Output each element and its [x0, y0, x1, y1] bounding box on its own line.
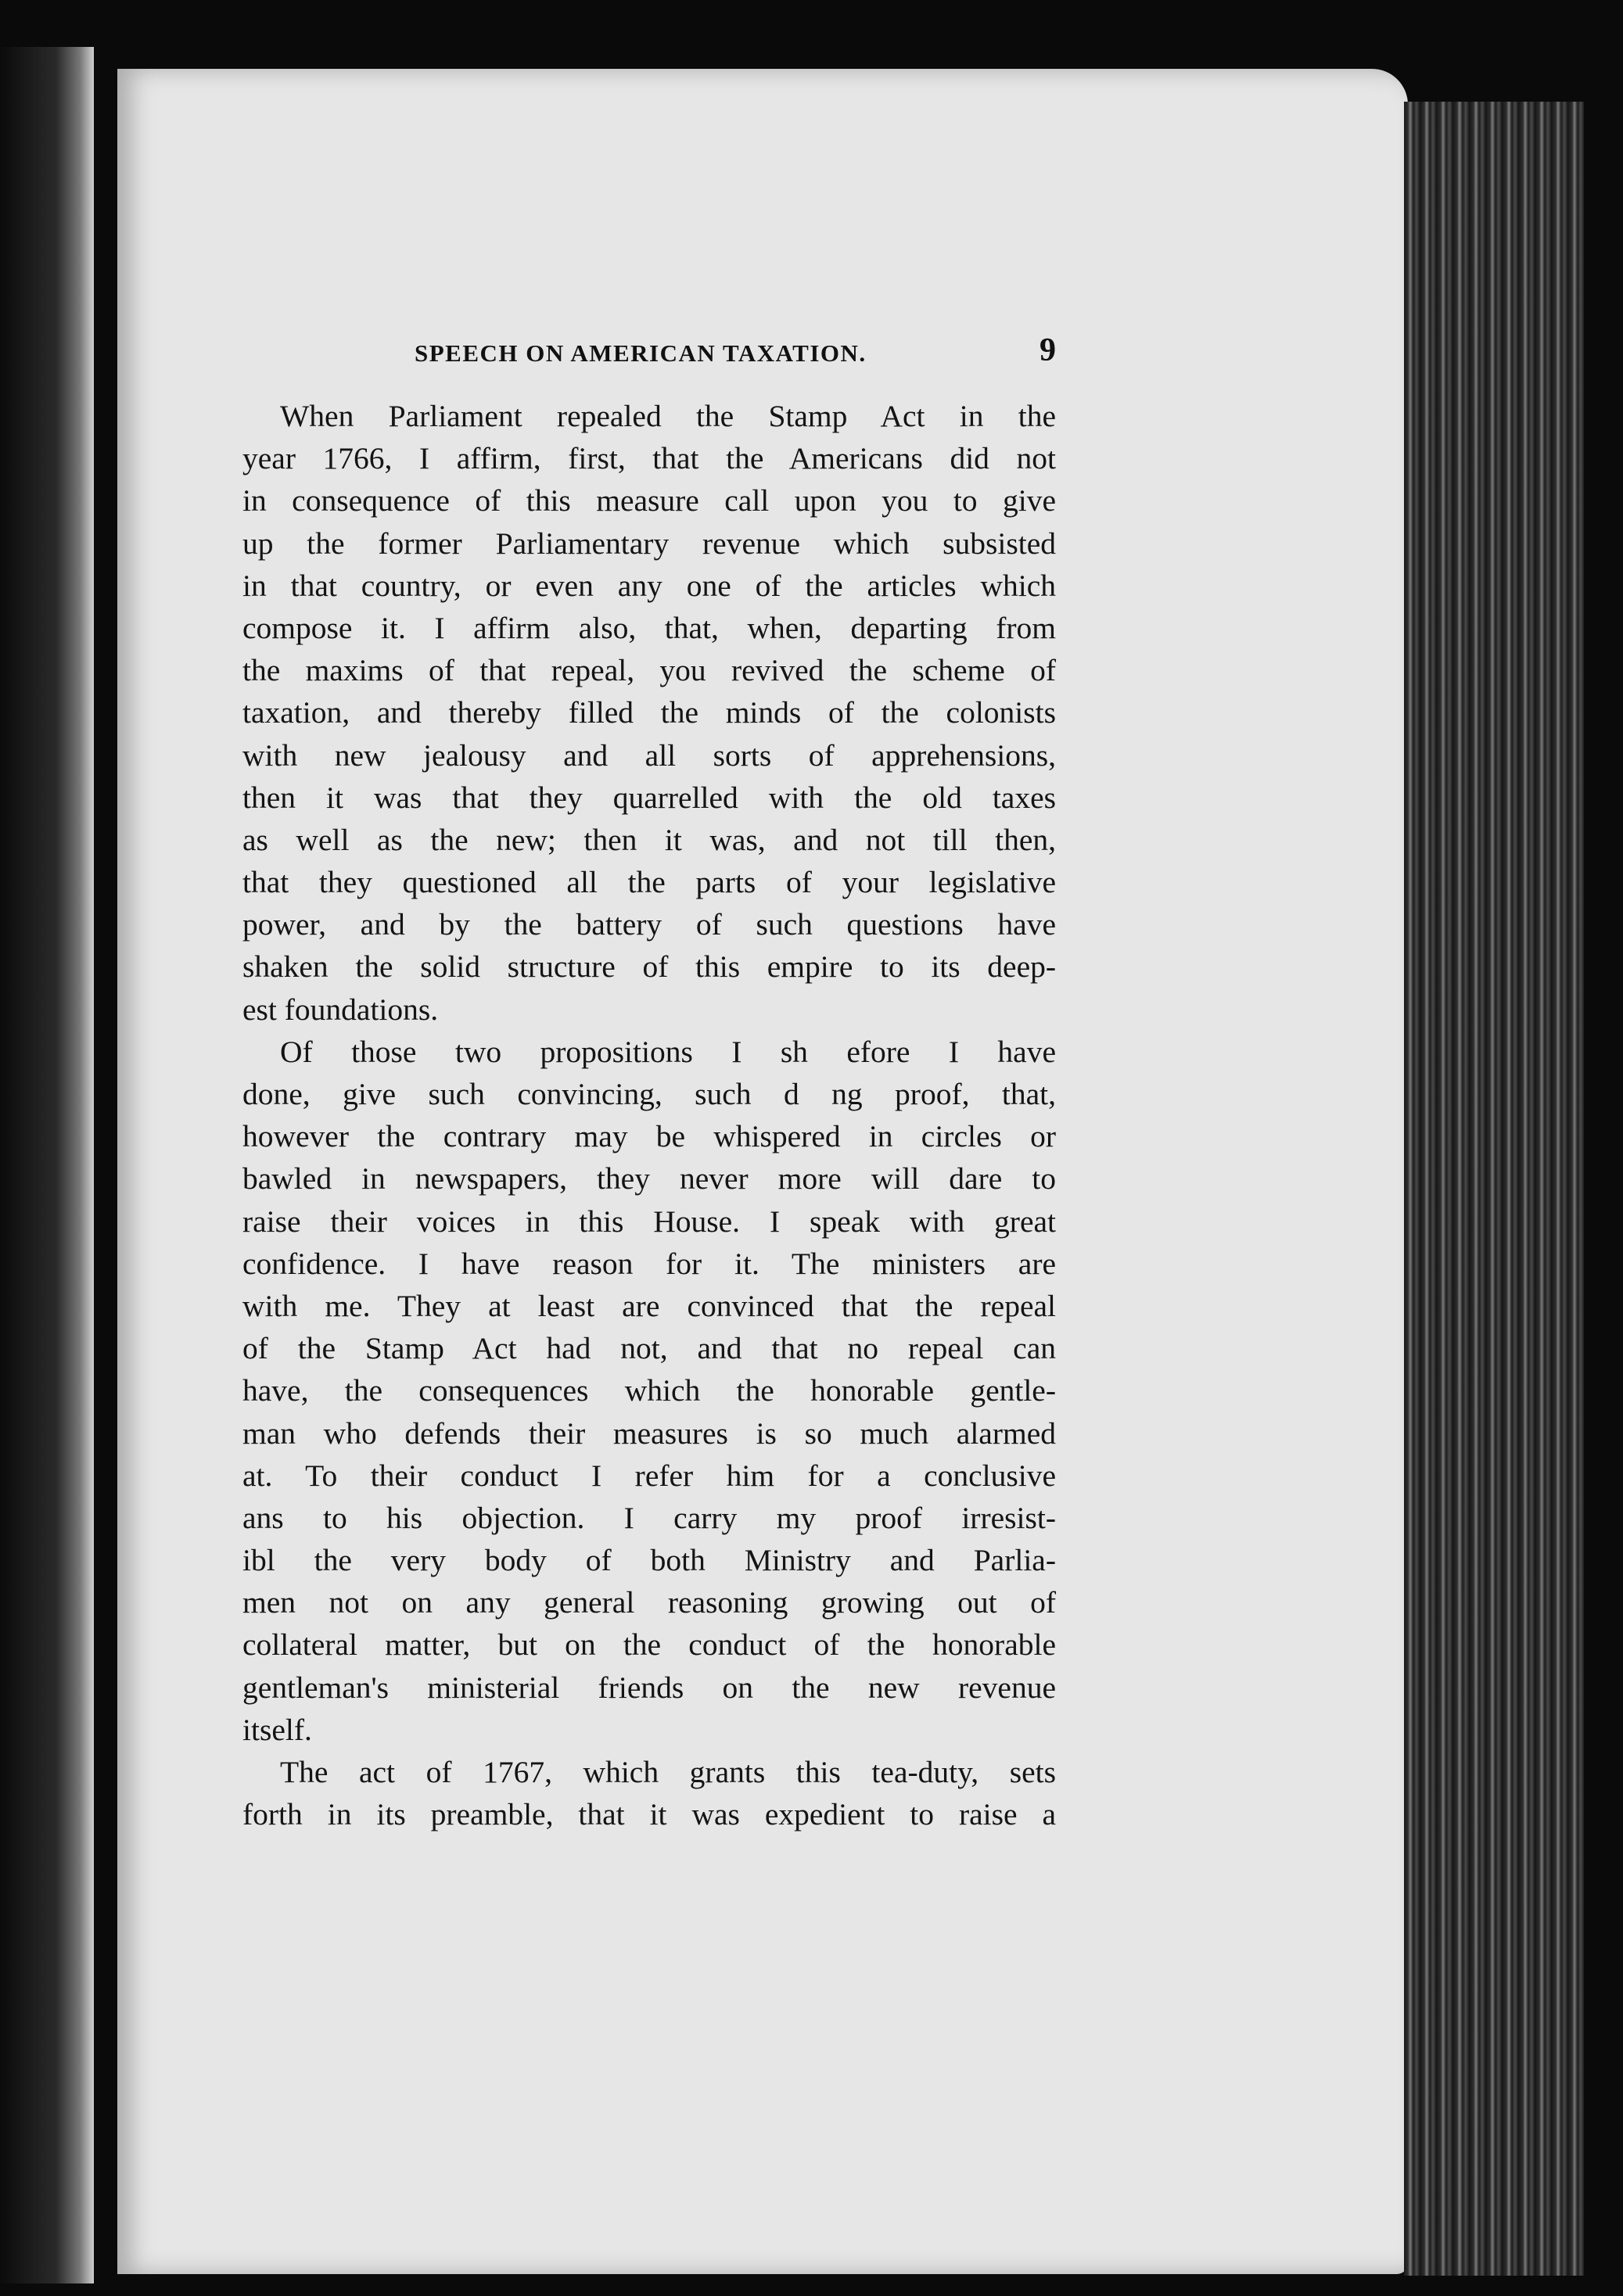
running-head: SPEECH ON AMERICAN TAXATION.: [415, 339, 867, 367]
text-line: however the contrary may be whispered in circles or: [242, 1119, 1056, 1154]
text-line: at. To their conduct I refer him for a conclusive: [242, 1458, 1056, 1493]
text-line: taxation, and thereby filled the minds of the colonists: [242, 695, 1056, 730]
page-header: [242, 328, 1056, 375]
text-line: man who defends their measures is so much alarmed: [242, 1415, 1056, 1451]
text-line: with me. They at least are convinced that the repeal: [242, 1288, 1056, 1323]
text-line: confidence. I have reason for it. The ministers are: [242, 1246, 1056, 1281]
text-line: of the Stamp Act had not, and that no repeal can: [242, 1331, 1056, 1366]
text-line: raise their voices in this House. I speak with great: [242, 1204, 1056, 1239]
text-line: ibl the very body of both Ministry and Parlia-: [242, 1543, 1056, 1578]
text-line: est foundations.: [242, 992, 439, 1027]
text-line: in consequence of this measure call upon you to give: [242, 483, 1056, 518]
text-line: forth in its preamble, that it was expedient to raise a: [242, 1797, 1056, 1832]
text-line: as well as the new; then it was, and not till then,: [242, 822, 1056, 857]
text-line: itself.: [242, 1712, 312, 1747]
text-line: Of those two propositions I sh efore I have: [280, 1034, 1056, 1069]
text-line: power, and by the battery of such questions have: [242, 907, 1056, 942]
text-line: year 1766, I affirm, first, that the Americans did not: [242, 441, 1056, 476]
text-line: done, give such convincing, such d ng proof, that,: [242, 1077, 1056, 1111]
text-line: up the former Parliamentary revenue which subsisted: [242, 526, 1056, 561]
text-line: collateral matter, but on the conduct of the honorable: [242, 1627, 1056, 1663]
text-line: then it was that they quarrelled with the old taxes: [242, 780, 1056, 815]
text-line: with new jealousy and all sorts of apprehensions,: [242, 737, 1056, 773]
text-line: When Parliament repealed the Stamp Act in the: [280, 399, 1056, 433]
text-line: in that country, or even any one of the articles which: [242, 568, 1056, 603]
left-page-edge: [0, 47, 94, 2283]
text-line: compose it. I affirm also, that, when, departing from: [242, 610, 1056, 645]
text-line: The act of 1767, which grants this tea-duty, sets: [280, 1755, 1056, 1789]
text-line: men not on any general reasoning growing out of: [242, 1585, 1056, 1620]
text-line: bawled in newspapers, they never more will dare to: [242, 1161, 1056, 1196]
page-number: 9: [1040, 332, 1056, 368]
text-line: ans to his objection. I carry my proof irresist-: [242, 1500, 1056, 1535]
page-fore-edge: [1404, 102, 1584, 2276]
text-line: that they questioned all the parts of your legislative: [242, 865, 1056, 900]
text-line: have, the consequences which the honorable gentle-: [242, 1373, 1056, 1408]
body-text: [242, 395, 1056, 1835]
text-line: shaken the solid structure of this empire to its deep-: [242, 949, 1056, 985]
text-line: gentleman's ministerial friends on the new revenue: [242, 1670, 1056, 1705]
text-line: the maxims of that repeal, you revived the scheme of: [242, 653, 1056, 688]
